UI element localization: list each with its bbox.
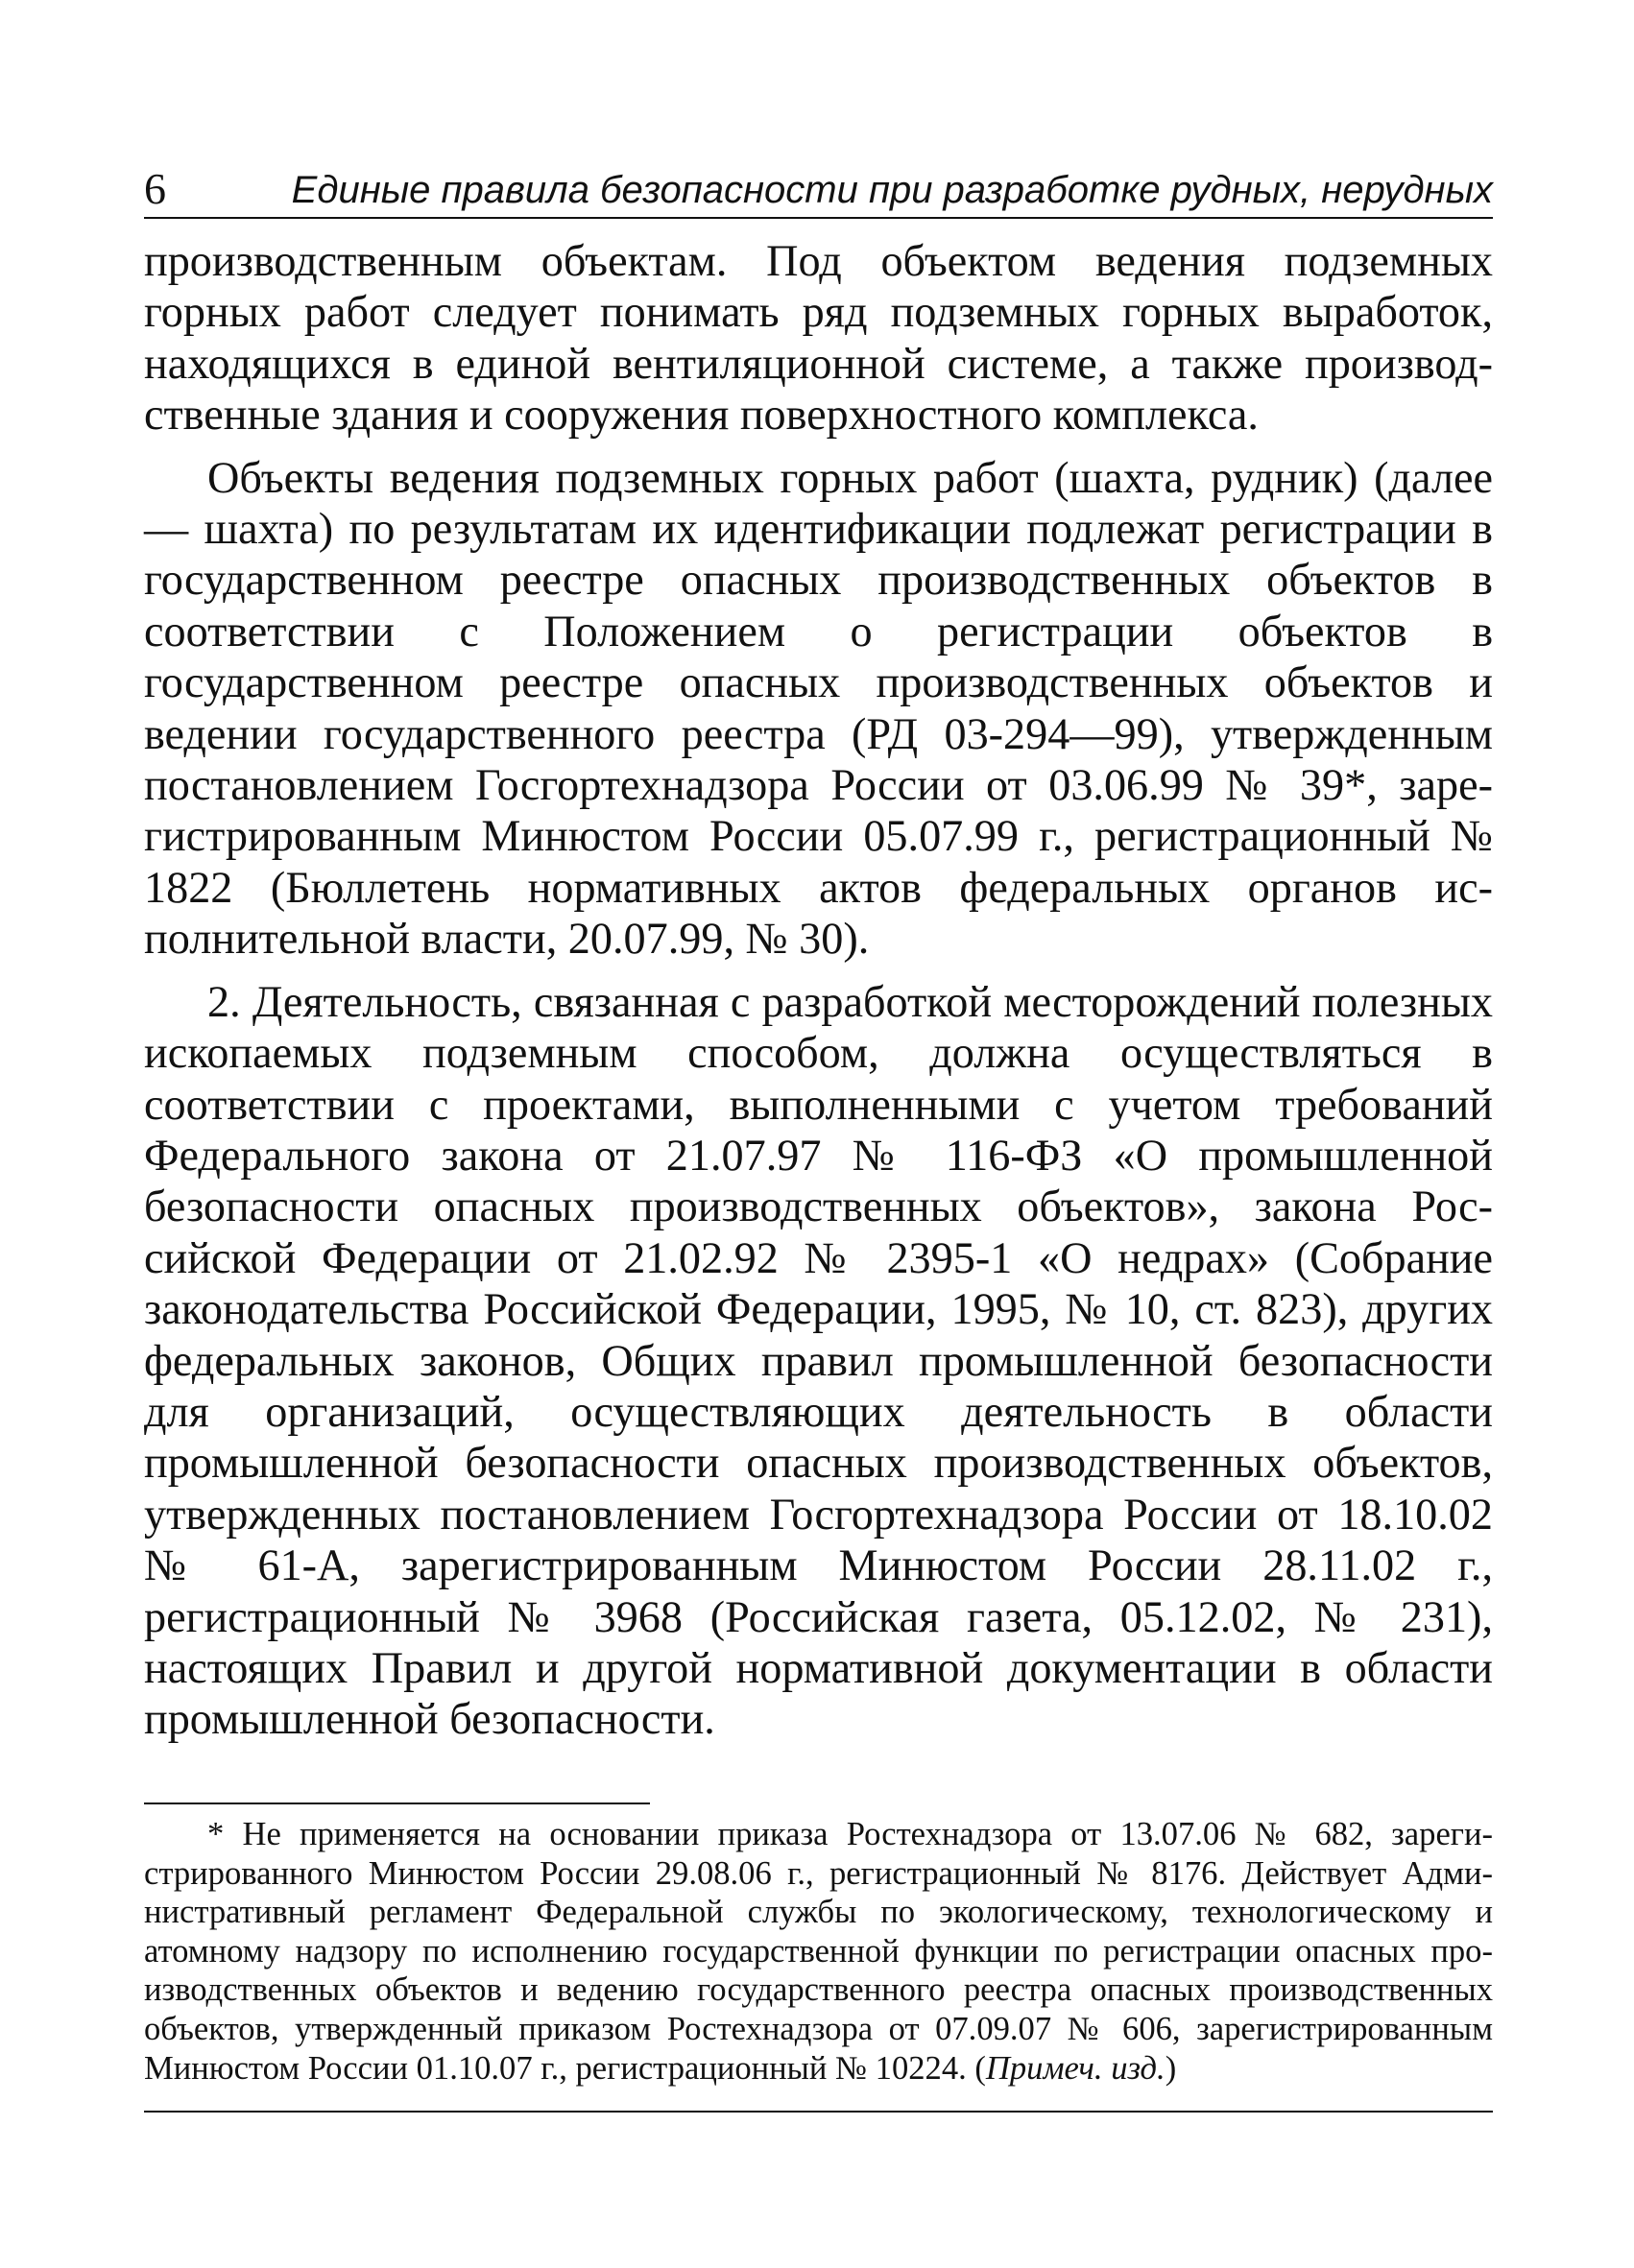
paragraph-continuation: производственным объектам. Под объектом ведения подземных горных работ следует понимать ряд подземных горных выработок, находящихся в единой вентиляционной системе, а также производственные здания и сооружения поверхностного комплекса.: [144, 236, 1493, 440]
bottom-rule: [144, 2111, 1493, 2113]
paragraph-registration: Объекты ведения подземных горных работ (шахта, рудник) (далее — шахта) по результатам их идентификации подлежат регистрации в государственном реестре опасных производственных объектов в соответствии с Положением о регистрации объектов в государственном реестре опасных производственных объектов и ведении государственного реестра (РД 03-294—99), утвержденным постановлением Госгортехнадзора России от 03.06.99 № 39*, зарегистрированным Минюстом России 05.07.99 г., регистрационный № 1822 (Бюллетень нормативных актов федеральных органов исполнительной власти, 20.07.99, № 30).: [144, 452, 1493, 964]
page-header: [144, 161, 1493, 219]
page-number: 6: [144, 164, 166, 213]
main-text: [144, 235, 1493, 1756]
footnote: [144, 1815, 1493, 2088]
footnote-separator: [144, 1802, 650, 1804]
footnote-close: ): [1165, 2049, 1177, 2087]
footnote-text: * Не применяется на основании приказа Ростехнадзора от 13.07.06 № 682, зарегистрированного Минюстом России 29.08.06 г., регистрационный № 8176. Действует Административный регламент Федеральной службы по экологическому, технологическому и атомному надзору по исполнению государственной функции по регистрации опасных производственных объектов и ведению государственного реестра опасных производственных объектов, утвержденный приказом Ростехнадзора от 07.09.07 № 606, зарегистрированным Минюстом России 01.10.07 г., регистрационный № 10224. (: [144, 1816, 1493, 2087]
footnote-editor-note: Примеч. изд.: [985, 2049, 1165, 2087]
running-title: Единые правила безопасности при разработке рудных, нерудных: [291, 169, 1493, 211]
paragraph-item-2: 2. Деятельность, связанная с разработкой месторождений полезных ископаемых подземным способом, должна осуществляться в соответствии с проектами, выполненными с учетом требований Федерального закона от 21.07.97 № 116-ФЗ «О промышленной безопасности опасных производственных объектов», закона Российской Федерации от 21.02.92 № 2395-1 «О недрах» (Собрание законодательства Российской Федерации, 1995, № 10, ст. 823), других федеральных законов, Общих правил промышленной безопасности для организаций, осуществляющих деятельность в области промышленной безопасности опасных производственных объектов, утвержденных постановлением Госгортехнадзора России от 18.10.02 № 61-А, зарегистрированным Минюстом России 28.11.02 г., регистрационный № 3968 (Российская газета, 05.12.02, № 231), настоящих Правил и другой нормативной документации в области промышленной безопасности.: [144, 976, 1493, 1744]
